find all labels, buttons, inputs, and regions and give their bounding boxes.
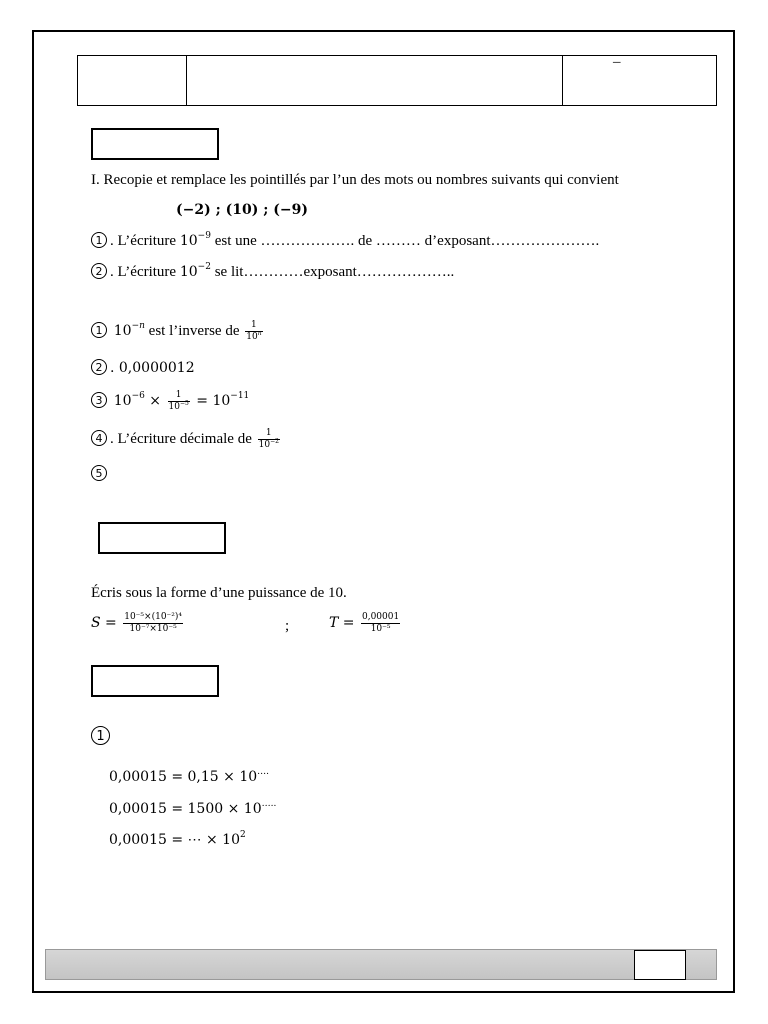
fraction-numerator: 1 [258,429,280,440]
item-text: . 0,0000012 [110,360,195,376]
section1-item-2 [91,263,454,280]
power-exponent: ….. [261,799,277,809]
section4-line-3 [109,830,246,848]
equation-text: 0,00015 = 1500 × 10 [109,801,262,817]
item-text: est l’inverse de [144,323,244,339]
section1-choices: (−2) ; (10) ; (−9) [176,202,309,218]
operator: × [144,393,166,409]
section3-instruction: Écris sous la forme d’une puissance de 10. [91,585,347,601]
power-exponent: −2 [270,438,279,446]
header-table [77,55,717,106]
variable-S [91,615,121,631]
item-text: . L’écriture décimale de [110,431,256,447]
section2-question-1 [91,320,265,343]
circled-number: 2 [91,263,107,279]
exercise-label-box-1 [91,128,219,160]
power-base: 10 [258,440,271,451]
circled-number: 1 [91,232,107,248]
fraction-denominator [258,440,280,450]
fraction [168,391,190,413]
equation-text: 0,00015 = 0,15 × 10 [109,769,258,785]
fraction [258,429,280,451]
exponent-value: −n [131,321,145,331]
equation-text: 0,00015 = ⋯ × 10 [109,832,240,848]
exercise-label-box-3 [91,665,219,697]
fraction-denominator [245,332,262,342]
result-expression [192,393,249,409]
power-base: 10 [168,402,180,413]
operator: = [100,615,122,631]
fraction [361,613,400,635]
operator: = [191,393,213,409]
section1-item-1 [91,232,599,249]
power-exponent: −11 [230,391,250,401]
power-exponent: −9 [197,231,211,241]
power-base: 10 [113,323,132,339]
circled-number: 1 [91,726,110,745]
section2-question-4 [91,428,282,451]
fraction-numerator: 10⁻⁵×(10⁻²)⁴ [123,613,183,624]
section3-expression-T [329,610,402,636]
power-exponent [132,321,145,331]
fraction-numerator: 1 [245,321,262,332]
operator: = [338,615,359,631]
power-exponent: −6 [131,391,145,401]
footer-page-box [634,950,686,980]
fraction-denominator [168,402,190,412]
power-base: 10 [179,233,198,249]
fraction-numerator: 0,00001 [361,613,400,624]
section3-separator: ; [285,618,290,634]
item-text: est une ………………. de ……… d’exposant…………………. [210,233,600,249]
power-exponent: n [257,330,262,338]
circled-number: 2 [91,359,107,375]
power-expression [114,393,166,409]
section4-line-2 [109,799,277,817]
section4-item-number [91,726,113,745]
power-exponent: −2 [197,262,211,272]
section4-line-1 [109,767,270,785]
power-expression [180,264,211,280]
exercise-label-box-2 [98,522,226,554]
fraction-numerator: 1 [168,391,190,402]
fraction [123,613,183,635]
power-exponent: …. [257,767,270,777]
power-expression [114,323,145,339]
variable-T [329,615,359,631]
fraction-denominator: 10⁻⁷×10⁻⁵ [129,624,177,635]
section2-question-2 [91,359,195,376]
section3-expression-S [91,610,185,636]
header-cell-right [563,56,716,105]
item-text: . L’écriture [110,233,180,249]
header-cell-left [78,56,187,105]
variable-label: T [329,615,339,631]
power-base: 10 [179,264,198,280]
header-cell-middle [187,56,563,105]
power-base: 10 [212,393,231,409]
footer-bar [45,949,717,980]
fraction-denominator: 10⁻⁵ [370,624,391,635]
power-expression [180,233,211,249]
item-text: . L’écriture [110,264,180,280]
power-base: 10 [246,332,258,343]
header-dash: – [613,54,621,70]
section2-question-5 [91,465,110,482]
power-exponent: 2 [239,830,246,840]
section2-question-3 [91,390,249,413]
fraction [245,321,262,343]
power-base: 10 [113,393,132,409]
circled-number: 5 [91,465,107,481]
item-text: se lit…………exposant……………….. [210,264,455,280]
circled-number: 1 [91,322,107,338]
section1-instruction: I. Recopie et remplace les pointillés par l’un des mots ou nombres suivants qui convient [91,172,619,188]
variable-label: S [91,615,101,631]
circled-number: 4 [91,430,107,446]
power-exponent: −5 [179,400,189,408]
circled-number: 3 [91,392,107,408]
